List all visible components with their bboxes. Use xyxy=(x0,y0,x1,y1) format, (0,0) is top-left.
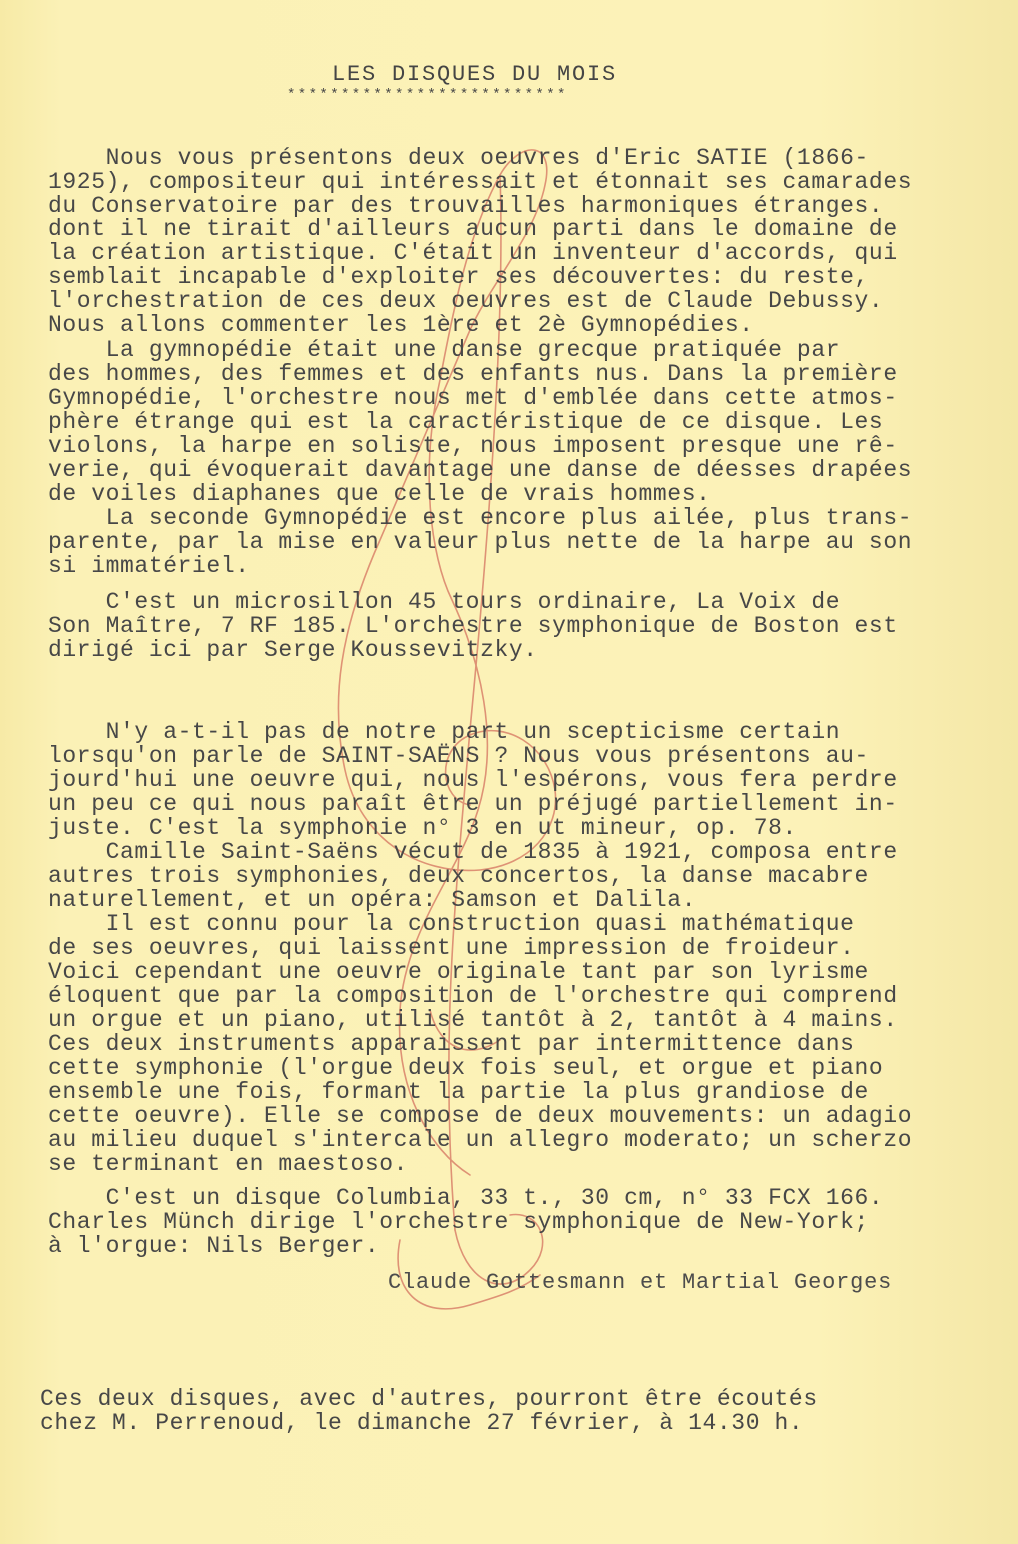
saint-saens-record-line: Charles Münch dirige l'orchestre symphonique de New-York; xyxy=(48,1209,869,1235)
satie-line: parente, par la mise en valeur plus nette de la harpe au son xyxy=(48,529,913,555)
saint-saens-line: de ses oeuvres, qui laissent une impression de froideur. xyxy=(48,935,855,961)
saint-saens-record-line: C'est un disque Columbia, 33 t., 30 cm, n° 33 FCX 166. xyxy=(48,1185,884,1211)
saint-saens-line: jourd'hui une oeuvre qui, nous l'espérons, vous fera perdre xyxy=(48,767,898,793)
satie-line: du Conservatoire par des trouvailles harmoniques étranges. xyxy=(48,193,884,219)
saint-saens-line: ensemble une fois, formant la partie la plus grandiose de xyxy=(48,1079,869,1105)
satie-line: semblait incapable d'exploiter ses découvertes: du reste, xyxy=(48,264,869,290)
satie-line: La gymnopédie était une danse grecque pratiquée par xyxy=(48,337,841,363)
satie-line: l'orchestration de ces deux oeuvres est de Claude Debussy. xyxy=(48,288,884,314)
satie-line: la création artistique. C'était un inventeur d'accords, qui xyxy=(48,240,898,266)
saint-saens-line: Il est connu pour la construction quasi mathématique xyxy=(48,911,855,937)
saint-saens-line: N'y a-t-il pas de notre part un scepticisme certain xyxy=(48,719,841,745)
satie-line: de voiles diaphanes que celle de vrais hommes. xyxy=(48,481,711,507)
saint-saens-line: au milieu duquel s'intercale un allegro moderato; un scherzo xyxy=(48,1127,913,1153)
saint-saens-record-line: à l'orgue: Nils Berger. xyxy=(48,1233,380,1259)
satie-line: violons, la harpe en soliste, nous imposent presque une rê- xyxy=(48,433,898,459)
footer-line: Ces deux disques, avec d'autres, pourront être écoutés xyxy=(40,1386,818,1412)
saint-saens-line: éloquent que par la composition de l'orchestre qui comprend xyxy=(48,983,898,1009)
satie-line: 1925), compositeur qui intéressait et étonnait ses camarades xyxy=(48,169,913,195)
saint-saens-line: juste. C'est la symphonie n° 3 en ut mineur, op. 78. xyxy=(48,815,797,841)
satie-line: Nous allons commenter les 1ère et 2è Gymnopédies. xyxy=(48,312,754,338)
saint-saens-line: naturellement, et un opéra: Samson et Dalila. xyxy=(48,887,697,913)
saint-saens-line: lorsqu'on parle de SAINT-SAËNS ? Nous vous présentons au- xyxy=(48,743,869,769)
saint-saens-line: se terminant en maestoso. xyxy=(48,1151,409,1177)
saint-saens-line: un peu ce qui nous paraît être un préjugé partiellement in- xyxy=(48,791,898,817)
satie-line: phère étrange qui est la caractéristique de ce disque. Les xyxy=(48,409,884,435)
saint-saens-line: Voici cependant une oeuvre originale tant par son lyrisme xyxy=(48,959,869,985)
satie-record-line: dirigé ici par Serge Koussevitzky. xyxy=(48,637,538,663)
author-signature: Claude Gottesmann et Martial Georges xyxy=(388,1270,893,1295)
title-underline: ************************** xyxy=(287,87,568,103)
satie-line: La seconde Gymnopédie est encore plus ailée, plus trans- xyxy=(48,505,913,531)
satie-line: Gymnopédie, l'orchestre nous met d'emblée dans cette atmos- xyxy=(48,385,898,411)
footer-line: chez M. Perrenoud, le dimanche 27 février, à 14.30 h. xyxy=(40,1410,804,1436)
satie-line: Nous vous présentons deux oeuvres d'Eric SATIE (1866- xyxy=(48,145,869,171)
saint-saens-line: Camille Saint-Saëns vécut de 1835 à 1921, composa entre xyxy=(48,839,898,865)
page-title: LES DISQUES DU MOIS xyxy=(332,62,618,87)
satie-record-line: Son Maître, 7 RF 185. L'orchestre symphonique de Boston est xyxy=(48,613,898,639)
saint-saens-line: cette symphonie (l'orgue deux fois seul, et orgue et piano xyxy=(48,1055,884,1081)
saint-saens-line: autres trois symphonies, deux concertos, la danse macabre xyxy=(48,863,869,889)
satie-line: des hommes, des femmes et des enfants nus. Dans la première xyxy=(48,361,898,387)
saint-saens-line: cette oeuvre). Elle se compose de deux mouvements: un adagio xyxy=(48,1103,913,1129)
saint-saens-line: un orgue et un piano, utilisé tantôt à 2, tantôt à 4 mains. xyxy=(48,1007,898,1033)
satie-line: verie, qui évoquerait davantage une danse de déesses drapées xyxy=(48,457,913,483)
satie-line: dont il ne tirait d'ailleurs aucun parti dans le domaine de xyxy=(48,216,898,242)
satie-record-line: C'est un microsillon 45 tours ordinaire, La Voix de xyxy=(48,589,841,615)
saint-saens-line: Ces deux instruments apparaissent par intermittence dans xyxy=(48,1031,855,1057)
satie-line: si immatériel. xyxy=(48,553,250,579)
